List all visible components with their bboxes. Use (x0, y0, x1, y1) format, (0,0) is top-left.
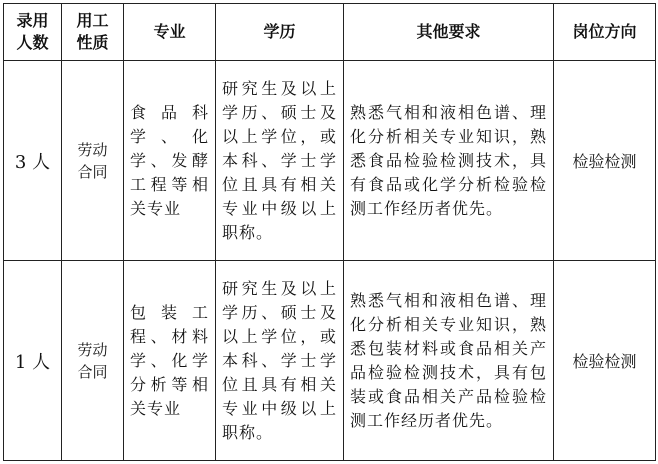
cell-education: 研究生及以上学历、硕士及以上学位，或本科、学士学位且具有相关专业中级以上职称。 (216, 61, 344, 261)
table-row (4, 261, 656, 461)
header-type-line2: 性质 (76, 33, 109, 52)
header-count-line1: 录用 (16, 11, 49, 30)
header-count-line2: 人数 (16, 33, 49, 52)
cell-type-line2: 合同 (77, 162, 108, 181)
cell-major: 包装工程、材料学、化学分析等相关专业 (124, 261, 216, 461)
cell-education: 研究生及以上学历、硕士及以上学位，或本科、学士学位且具有相关专业中级以上职称。 (216, 261, 344, 461)
header-education: 学历 (216, 4, 344, 61)
header-employment-type (62, 4, 124, 61)
header-requirements: 其他要求 (344, 4, 554, 61)
cell-type-line1: 劳动 (77, 140, 108, 159)
header-type-line1: 用工 (76, 11, 109, 30)
header-count (4, 4, 62, 61)
cell-direction: 检验检测 (554, 261, 656, 461)
cell-count: 3 人 (4, 61, 62, 261)
cell-type-line2: 合同 (77, 362, 108, 381)
cell-direction: 检验检测 (554, 61, 656, 261)
cell-employment-type (62, 261, 124, 461)
table-row (4, 61, 656, 261)
cell-major: 食品科学、化学、发酵工程等相关专业 (124, 61, 216, 261)
header-direction: 岗位方向 (554, 4, 656, 61)
cell-count: 1 人 (4, 261, 62, 461)
cell-requirements: 熟悉气相和液相色谱、理化分析相关专业知识，熟悉包装材料或食品相关产品检验检测技术，具有包装或食品相关产品检验检测工作经历者优先。 (344, 261, 554, 461)
cell-employment-type (62, 61, 124, 261)
cell-requirements: 熟悉气相和液相色谱、理化分析相关专业知识，熟悉食品检验检测技术，具有食品或化学分析检验检测工作经历者优先。 (344, 61, 554, 261)
header-row (4, 4, 656, 61)
cell-type-line1: 劳动 (77, 340, 108, 359)
header-major: 专业 (124, 4, 216, 61)
recruitment-table (3, 3, 656, 461)
